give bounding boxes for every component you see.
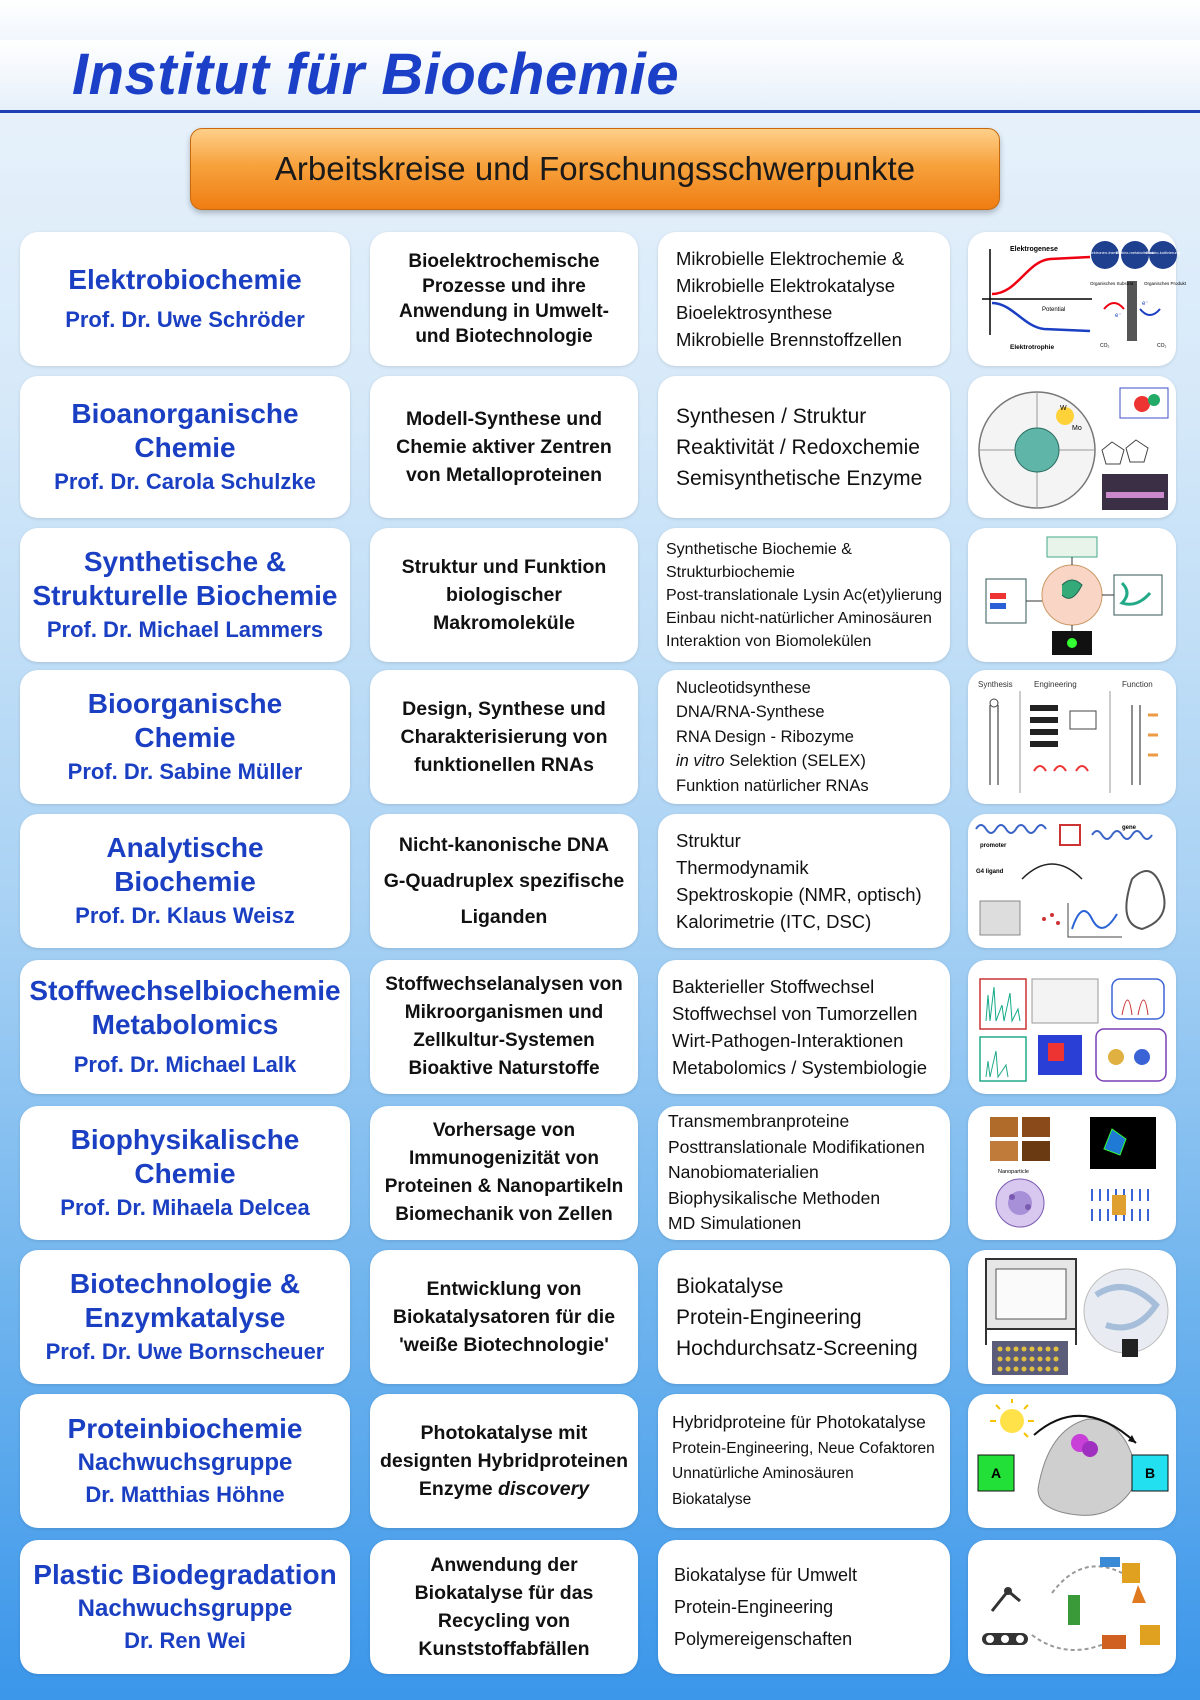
electrochemistry-figure — [972, 239, 1187, 359]
figure-label: B — [1144, 1465, 1156, 1481]
figure-label: Function — [1122, 680, 1153, 689]
research-topic-box — [370, 528, 638, 662]
topic-line: Entwicklung von — [426, 1278, 582, 1300]
research-topic-box — [370, 960, 638, 1094]
topic-line: Chemie aktiver Zentren — [396, 436, 612, 458]
metabolomics-figure — [972, 965, 1172, 1089]
topic-line: Proteinen & Nanopartikeln — [384, 1176, 624, 1197]
figure-label: G4 ligand — [976, 869, 1004, 875]
section-banner: Arbeitskreise und Forschungsschwerpunkte — [190, 128, 1000, 210]
group-name-box — [20, 232, 350, 366]
point-item: Einbau nicht-natürlicher Aminosäuren — [666, 609, 932, 627]
topic-line: designten Hybridproteinen — [379, 1450, 629, 1472]
research-points-box — [658, 528, 950, 662]
figure-box — [968, 528, 1176, 662]
group-name: Enzymkatalyse — [84, 1302, 286, 1333]
group-row-plastic-biodegradation — [0, 1540, 1200, 1674]
point-item: Biokatalyse — [676, 1274, 784, 1298]
research-topic-box — [370, 232, 638, 366]
topic-line: von Metalloproteinen — [405, 464, 603, 486]
research-points-box — [658, 1106, 950, 1240]
group-name: Elektrobiochemie — [68, 264, 302, 295]
topic-line: Recycling von — [437, 1610, 571, 1632]
topic-line: Prozesse und ihre — [422, 276, 586, 297]
point-item: Biokatalyse — [672, 1490, 752, 1508]
topic-line: Makromoleküle — [433, 612, 575, 634]
point-item: Hybridproteine für Photokatalyse — [672, 1412, 926, 1432]
point-item: MD Simulationen — [668, 1213, 802, 1234]
figure-label: e⁻ — [1115, 313, 1122, 319]
group-leader: Prof. Dr. Uwe Bornscheuer — [45, 1339, 325, 1364]
point-item: Nanobiomaterialien — [668, 1162, 819, 1183]
group-row-analytische-biochemie — [0, 814, 1200, 948]
topic-line: Zellkultur-Systemen — [413, 1030, 595, 1051]
research-topic-box — [370, 376, 638, 518]
figure-label: Elektro-metabolismus — [1115, 250, 1155, 255]
group-name: Analytische — [106, 832, 264, 863]
figure-label: CO₂ — [1100, 343, 1110, 349]
figure-label: W — [1060, 405, 1067, 412]
point-item: in vitro Selektion (SELEX) — [676, 752, 866, 771]
research-points-box — [658, 1540, 950, 1674]
figure-box — [968, 814, 1176, 948]
figure-label: Nanoparticle — [998, 1169, 1029, 1175]
figure-box — [968, 1250, 1176, 1384]
group-leader: Prof. Dr. Michael Lalk — [73, 1052, 297, 1077]
photocatalysis-figure — [972, 1399, 1172, 1523]
point-item: Spektroskopie (NMR, optisch) — [676, 884, 922, 905]
point-item: Mikrobielle Elektrokatalyse — [676, 275, 896, 296]
point-item: RNA Design - Ribozyme — [676, 727, 854, 746]
figure-label: Elektrogenese — [1010, 246, 1058, 253]
figure-label: Mo — [1072, 425, 1082, 432]
topic-line: Immunogenizität von — [409, 1148, 599, 1169]
topic-line: Mikroorganismen und — [404, 1002, 604, 1023]
metalloprotein-figure — [972, 382, 1172, 512]
point-item: Kalorimetrie (ITC, DSC) — [676, 911, 872, 932]
point-item: Thermodynamik — [676, 857, 809, 878]
group-row-elektrobiochemie — [0, 232, 1200, 366]
topic-line: Charakterisierung von — [400, 726, 608, 748]
group-subtitle: Nachwuchsgruppe — [77, 1449, 293, 1476]
research-topic-box — [370, 1394, 638, 1528]
research-topic-box — [370, 1250, 638, 1384]
figure-box — [968, 1540, 1176, 1674]
group-row-bioorganische-chemie — [0, 670, 1200, 804]
point-item: Protein-Engineering, Neue Cofaktoren — [672, 1439, 935, 1457]
research-topic-box — [370, 1540, 638, 1674]
topic-line: biologischer — [446, 584, 562, 606]
group-name: Strukturelle Biochemie — [32, 580, 338, 611]
point-item: Biokatalyse für Umwelt — [674, 1565, 858, 1585]
point-item: Synthesen / Struktur — [676, 404, 867, 428]
group-name-box — [20, 1394, 350, 1528]
figure-label: gene — [1122, 825, 1137, 831]
point-item: Interaktion von Biomolekülen — [666, 632, 872, 650]
figure-box — [968, 232, 1187, 366]
point-item: Protein-Engineering — [674, 1597, 834, 1617]
group-name: Biochemie — [114, 866, 256, 897]
figure-label: Organisches Substrat — [1090, 281, 1134, 286]
group-name: Biotechnologie & — [69, 1268, 301, 1299]
group-leader: Prof. Dr. Uwe Schröder — [65, 307, 305, 332]
figure-box — [968, 1106, 1176, 1240]
group-name: Bioorganische — [87, 688, 283, 719]
figure-box — [968, 670, 1176, 804]
biophysics-figure — [972, 1111, 1172, 1235]
group-name-box — [20, 1540, 350, 1674]
research-topic-box — [370, 1106, 638, 1240]
figure-label: e⁻ — [1142, 301, 1149, 307]
page-title: Institut für Biochemie — [72, 42, 680, 107]
point-item: Unnatürliche Aminosäuren — [672, 1465, 854, 1482]
group-row-biophysikalische-chemie — [0, 1106, 1200, 1240]
group-name-box — [20, 376, 350, 518]
group-name-box — [20, 960, 350, 1094]
figure-box — [968, 960, 1176, 1094]
point-item: Nucleotidsynthese — [676, 678, 811, 697]
point-item: Post-translationale Lysin Ac(et)ylierung — [666, 586, 942, 604]
research-points-box — [658, 670, 950, 804]
topic-line: Nicht-kanonische DNA — [398, 834, 610, 856]
point-item: Posttranslationale Modifikationen — [668, 1136, 925, 1157]
group-row-stoffwechselbiochemie — [0, 960, 1200, 1094]
group-name: Chemie — [134, 1158, 236, 1189]
group-name-box — [20, 670, 350, 804]
biotechnology-figure — [972, 1255, 1172, 1379]
group-name-box — [20, 528, 350, 662]
group-subtitle: Nachwuchsgruppe — [77, 1595, 293, 1622]
group-name: Chemie — [134, 432, 236, 463]
figure-label: CO₂ — [1157, 343, 1167, 349]
figure-label: Elektronen-transfer — [1087, 250, 1123, 255]
group-name: Plastic Biodegradation — [33, 1559, 337, 1590]
group-row-biotechnologie-enzymkatalyse — [0, 1250, 1200, 1384]
topic-line: Kunststoffabfällen — [418, 1638, 590, 1660]
topic-line: Bioaktive Naturstoffe — [408, 1058, 600, 1079]
figure-label: Potential — [1042, 307, 1066, 313]
group-name: Stoffwechselbiochemie — [29, 975, 341, 1006]
point-item: Bakterieller Stoffwechsel — [672, 976, 875, 997]
topic-line: Biokatalysatoren für die — [392, 1306, 616, 1328]
group-leader: Dr. Ren Wei — [124, 1628, 246, 1653]
group-name: Proteinbiochemie — [67, 1413, 303, 1444]
recycling-figure — [972, 1545, 1172, 1669]
point-item: Wirt-Pathogen-Interaktionen — [672, 1030, 904, 1051]
topic-line: G-Quadruplex spezifische — [383, 870, 625, 892]
figure-label: Elektrotrophie — [1010, 344, 1055, 351]
group-leader: Prof. Dr. Michael Lammers — [46, 617, 324, 642]
point-item: Mikrobielle Brennstoffzellen — [676, 329, 902, 350]
point-item: Polymereigenschaften — [674, 1629, 853, 1649]
group-name: Chemie — [134, 722, 236, 753]
point-item: Hochdurchsatz-Screening — [676, 1336, 918, 1360]
research-points-box — [658, 232, 950, 366]
group-name-box — [20, 814, 350, 948]
group-name-box — [20, 1106, 350, 1240]
research-topic-box — [370, 814, 638, 948]
research-points-box — [658, 376, 950, 518]
topic-line: Stoffwechselanalysen von — [385, 974, 623, 995]
group-name: Metabolomics — [91, 1009, 279, 1040]
figure-label: Engineering — [1034, 680, 1077, 689]
topic-line: Design, Synthese und — [402, 698, 606, 720]
point-item: DNA/RNA-Synthese — [676, 703, 825, 722]
topic-line: Anwendung der — [430, 1554, 578, 1576]
topic-line: Anwendung in Umwelt- — [398, 301, 610, 322]
figure-box — [968, 376, 1176, 518]
figure-label: Elektro-kultivierung — [1145, 250, 1181, 255]
point-item: Struktur — [676, 830, 741, 851]
figure-label: Organisches Produkt — [1144, 281, 1187, 286]
figure-label: promoter — [980, 843, 1007, 849]
figure-label: Synthesis — [978, 680, 1013, 689]
figure-box — [968, 1394, 1176, 1528]
g-quadruplex-figure — [972, 819, 1172, 943]
group-name-box — [20, 1250, 350, 1384]
topic-line: 'weiße Biotechnologie' — [399, 1334, 609, 1356]
group-leader: Prof. Dr. Carola Schulzke — [54, 469, 316, 494]
group-row-synthetische-strukturelle-biochemie — [0, 528, 1200, 662]
macromolecule-figure — [972, 533, 1172, 657]
point-item: Reaktivität / Redoxchemie — [676, 435, 920, 459]
point-item: Stoffwechsel von Tumorzellen — [672, 1003, 918, 1024]
topic-line: Vorhersage von — [432, 1120, 576, 1141]
group-name: Biophysikalische — [70, 1124, 300, 1155]
research-points-box — [658, 960, 950, 1094]
group-name: Synthetische & — [83, 546, 287, 577]
topic-line: Modell-Synthese und — [405, 408, 603, 430]
rna-figure — [972, 675, 1172, 799]
group-row-bioanorganische-chemie — [0, 376, 1200, 518]
figure-label: A — [990, 1465, 1002, 1481]
point-item: Transmembranproteine — [668, 1111, 850, 1132]
group-leader: Prof. Dr. Klaus Weisz — [75, 903, 295, 928]
topic-line: Bioelektrochemische — [408, 251, 600, 272]
group-leader: Prof. Dr. Mihaela Delcea — [60, 1195, 310, 1220]
research-points-box — [658, 814, 950, 948]
research-points-box — [658, 1250, 950, 1384]
group-row-proteinbiochemie — [0, 1394, 1200, 1528]
topic-line: funktionellen RNAs — [414, 754, 594, 776]
topic-line: Photokatalyse mit — [420, 1422, 588, 1444]
point-item: Synthetische Biochemie & — [666, 540, 852, 558]
point-item: Protein-Engineering — [676, 1305, 862, 1329]
point-item: Funktion natürlicher RNAs — [676, 776, 869, 795]
topic-line: Liganden — [460, 906, 548, 928]
topic-line: Enzyme discovery — [418, 1478, 590, 1500]
group-name: Bioanorganische — [71, 398, 299, 429]
research-topic-box — [370, 670, 638, 804]
topic-line: Struktur und Funktion — [401, 556, 607, 578]
point-item: Strukturbiochemie — [666, 563, 795, 581]
topic-line: Biokatalyse für das — [414, 1582, 594, 1604]
group-leader: Dr. Matthias Höhne — [85, 1482, 285, 1507]
point-item: Semisynthetische Enzyme — [676, 466, 923, 490]
group-leader: Prof. Dr. Sabine Müller — [67, 759, 303, 784]
point-item: Biophysikalische Methoden — [668, 1187, 881, 1208]
topic-line: und Biotechnologie — [415, 326, 593, 347]
research-points-box — [658, 1394, 950, 1528]
point-item: Mikrobielle Elektrochemie & — [676, 248, 905, 269]
topic-line: Biomechanik von Zellen — [395, 1204, 613, 1225]
point-item: Bioelektrosynthese — [676, 302, 833, 323]
point-item: Metabolomics / Systembiologie — [672, 1057, 927, 1078]
